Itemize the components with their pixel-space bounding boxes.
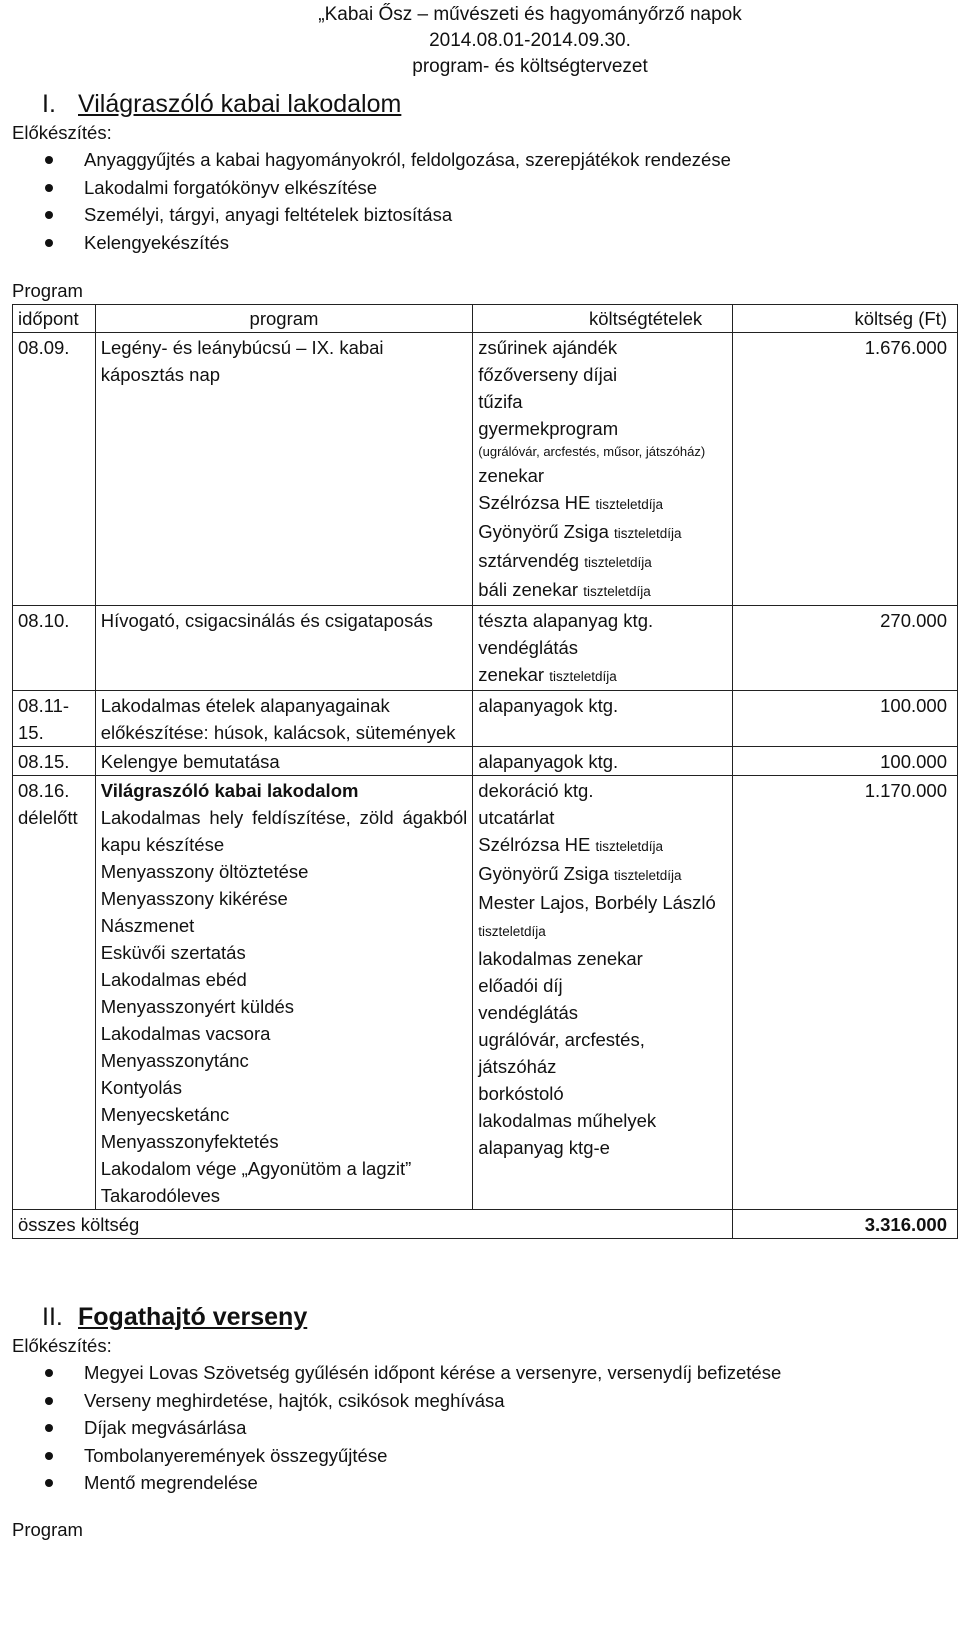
program-table [12,304,958,1239]
cost-item: lakodalmas műhelyek alapanyag ktg-e [478,1110,657,1158]
fee-name: báli zenekar [478,579,579,600]
cell-costs: alapanyagok ktg. [473,691,733,747]
program-item: Menyasszony öltöztetése [100,861,309,882]
header-line-3: program- és költségtervezet [412,56,648,77]
cost-item: ugrálóvár, arcfestés, játszóház [478,1029,645,1077]
list-item: Személyi, tárgyi, anyagi feltételek biztosítása [12,201,958,229]
table-row [13,691,958,747]
fee-suffix: tiszteletdíja [614,868,682,883]
cost-item: zsűrinek ajándék [478,337,618,358]
cell-costs [473,776,733,1210]
list-item: Anyaggyűjtés a kabai hagyományokról, feldolgozása, szerepjátékok rendezése [12,146,958,174]
cell-date: 08.09. [13,333,96,606]
section-2-number: II. [42,1303,63,1331]
section-1-prep-list [12,146,958,256]
table-total-row [13,1210,958,1239]
cell-program: Lakodalmas ételek alapanyagainak előkészítése: húsok, kalácsok, sütemények [95,691,473,747]
cell-amount: 100.000 [733,747,958,776]
program-item: Menyasszony kikérése [100,888,288,909]
program-item: Kontyolás [100,1077,182,1098]
header-cell-date: időpont [13,305,96,333]
program-item: Takarodóleves [100,1185,221,1206]
program-item: Menyasszonyért küldés [100,996,295,1017]
fee-name: Szélrózsa HE [478,834,591,855]
section-1-title-text: Világraszóló kabai lakodalom [78,90,402,118]
cell-program: Legény- és leánybúcsú – IX. kabai káposztás nap [95,333,473,606]
cost-item-note: (ugrálóvár, arcfestés, műsor, játszóház) [478,444,706,459]
program-item: Lakodalmas hely feldíszítése, zöld ágakból kapu készítése [100,807,468,855]
cell-costs [473,606,733,691]
document-header [102,0,958,80]
fee-suffix: tiszteletdíja [583,584,651,599]
cell-program: Kelengye bemutatása [95,747,473,776]
program-title: Világraszóló kabai lakodalom [100,780,359,801]
cost-item: gyermekprogram [478,418,619,439]
header-line-2: 2014.08.01-2014.09.30. [429,30,631,51]
fee-name: Szélrózsa HE [478,492,591,513]
list-item: Megyei Lovas Szövetség gyűlésén időpont kérése a versenyre, versenydíj befizetése [12,1359,958,1387]
program-item: Lakodalmas vacsora [100,1023,271,1044]
fee-name: sztárvendég [478,550,580,571]
section-2-program-label: Program [12,1518,83,1540]
fee-name: zenekar [478,664,545,685]
cell-amount: 100.000 [733,691,958,747]
cost-item: vendéglátás [478,637,579,658]
header-cell-program: program [95,305,473,333]
cost-item: tűzifa [478,391,523,412]
section-1-title [12,88,958,120]
fee-item [478,489,727,518]
cell-program: Hívogató, csigacsinálás és csigataposás [95,606,473,691]
table-row [13,333,958,606]
list-item: Kelengyekészítés [12,229,958,257]
fee-suffix: tiszteletdíja [595,497,664,512]
fee-item [478,889,727,945]
fee-suffix: tiszteletdíja [614,526,682,541]
cost-item: utcatárlat [478,807,555,828]
total-amount: 3.316.000 [733,1210,958,1239]
program-item: Esküvői szertatás [100,942,246,963]
cell-amount: 1.170.000 [733,776,958,1210]
list-item: Verseny meghirdetése, hajtók, csikósok meghívása [12,1387,958,1415]
cell-amount: 270.000 [733,606,958,691]
fee-name: Mester Lajos, Borbély László [478,892,716,913]
cell-costs [473,333,733,606]
program-item: Lakodalom vége „Agyonütöm a lagzit” [100,1158,412,1179]
program-item: Menyasszonytánc [100,1050,249,1071]
cost-item: vendéglátás [478,1002,579,1023]
program-item: Menyasszonyfektetés [100,1131,279,1152]
section-2-prep-label: Előkészítés: [12,1335,112,1356]
section-2-title [12,1301,958,1333]
cost-item: előadói díj [478,975,563,996]
cost-item: zenekar [478,465,545,486]
fee-suffix: tiszteletdíja [595,839,664,854]
fee-suffix: tiszteletdíja [584,555,652,570]
list-item: Mentő megrendelése [12,1469,958,1497]
fee-name: Gyönyörű Zsiga [478,863,609,884]
cost-item: főzőverseny díjai [478,364,618,385]
document-page [12,0,958,1543]
header-cell-costs: költségtételek [473,305,733,333]
cost-item: borkóstoló [478,1083,564,1104]
cost-item: tészta alapanyag ktg. [478,610,654,631]
cell-date: 08.15. [13,747,96,776]
section-2-prep-list [12,1359,958,1497]
table-row [13,606,958,691]
cell-costs: alapanyagok ktg. [473,747,733,776]
section-1-program-label: Program [12,280,83,301]
cell-date: 08.10. [13,606,96,691]
table-row [13,776,958,1210]
cost-item: dekoráció ktg. [478,780,594,801]
fee-suffix: tiszteletdíja [478,924,546,939]
fee-item [478,831,727,860]
table-row [13,747,958,776]
fee-item [478,518,727,547]
cell-date: 08.11-15. [13,691,96,747]
list-item: Lakodalmi forgatókönyv elkészítése [12,174,958,202]
header-cell-amount: költség (Ft) [733,305,958,333]
cost-item: lakodalmas zenekar [478,948,643,969]
section-2-title-text: Fogathajtó verseny [78,1303,308,1331]
cell-amount: 1.676.000 [733,333,958,606]
list-item: Tombolanyeremények összegyűjtése [12,1442,958,1470]
table-header-row [13,305,958,333]
fee-item [478,547,727,576]
list-item: Díjak megvásárlása [12,1414,958,1442]
cell-date: 08.16. délelőtt [13,776,96,1210]
cell-program [95,776,473,1210]
program-item: Menyecsketánc [100,1104,230,1125]
program-item: Nászmenet [100,915,195,936]
section-1-prep-label: Előkészítés: [12,122,112,143]
total-label: összes költség [13,1210,733,1239]
section-1-number: I. [42,90,56,118]
fee-item [478,661,727,690]
fee-item [478,576,727,605]
header-line-1: „Kabai Ősz – művészeti és hagyományőrző napok [318,4,742,25]
program-item: Lakodalmas ebéd [100,969,247,990]
fee-name: Gyönyörű Zsiga [478,521,609,542]
fee-suffix: tiszteletdíja [549,669,617,684]
fee-item [478,860,727,889]
